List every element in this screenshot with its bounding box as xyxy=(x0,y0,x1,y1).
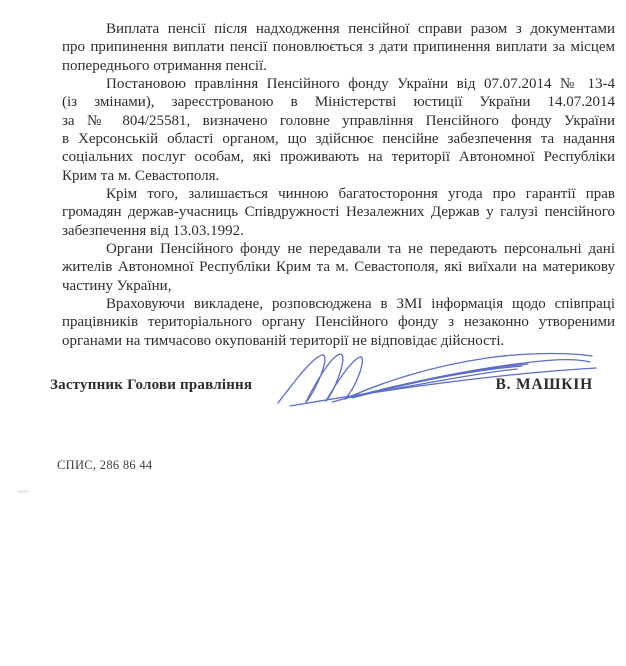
text-line: Виплата пенсії після надходження пенсійної справи разом з документами xyxy=(106,21,615,37)
paragraph xyxy=(62,75,615,185)
text-line: громадян держав-учасниць Співдружності Незалежних Держав у галузі пенсійного xyxy=(62,204,615,221)
footer-reference: СПИС, 286 86 44 xyxy=(57,458,153,472)
signatory-name: В. МАШКІН xyxy=(495,376,593,393)
letter-body xyxy=(62,20,615,350)
paragraph xyxy=(62,240,615,295)
text-line: Враховуючи викладене, розповсюджена в ЗМІ інформація щодо співпраці xyxy=(106,295,615,312)
text-line: забезпечення від 13.03.1992. xyxy=(62,222,244,239)
text-line: соціальних послуг особам, які проживають на території Автономної Республіки xyxy=(62,149,615,166)
text-line: про припинення виплати пенсії поновлюється з дати припинення виплати за місцем xyxy=(62,39,615,56)
text-line: органами на тимчасово окупованій території не відповідає дійсності. xyxy=(62,332,505,349)
text-line: жителів Автономної Республіки Крим та м. Севастополя, які виїхали на материкову xyxy=(62,259,615,276)
scan-artifact xyxy=(17,490,29,493)
paragraph xyxy=(62,185,615,240)
text-line: частину України, xyxy=(62,277,172,294)
text-line: попереднього отримання пенсії. xyxy=(62,57,267,74)
text-line: працівників територіального органу Пенсійного фонду з незаконно утвореними xyxy=(62,314,615,331)
text-line: Крім того, залишається чинною багатостороння угода про гарантії прав xyxy=(106,185,615,202)
text-line: Крим та м. Севастополя. xyxy=(62,167,220,184)
signatory-title: Заступник Голови правління xyxy=(50,377,253,393)
text-line: Органи Пенсійного фонду не передавали та не передають персональні дані xyxy=(106,240,615,257)
text-line: за № 804/25581, визначено головне управління Пенсійного фонду України xyxy=(62,112,615,129)
text-line: Постановою правління Пенсійного фонду України від 07.07.2014 № 13-4 xyxy=(106,75,615,92)
text-line: в Херсонській області органом, що здійснює пенсійне забезпечення та надання xyxy=(62,130,615,147)
signature-scrawl xyxy=(272,342,600,408)
paragraph xyxy=(62,20,615,75)
text-line: (із змінами), зареєстрованою в Міністерстві юстиції України 14.07.2014 xyxy=(62,94,615,111)
signature-ink xyxy=(278,354,596,406)
